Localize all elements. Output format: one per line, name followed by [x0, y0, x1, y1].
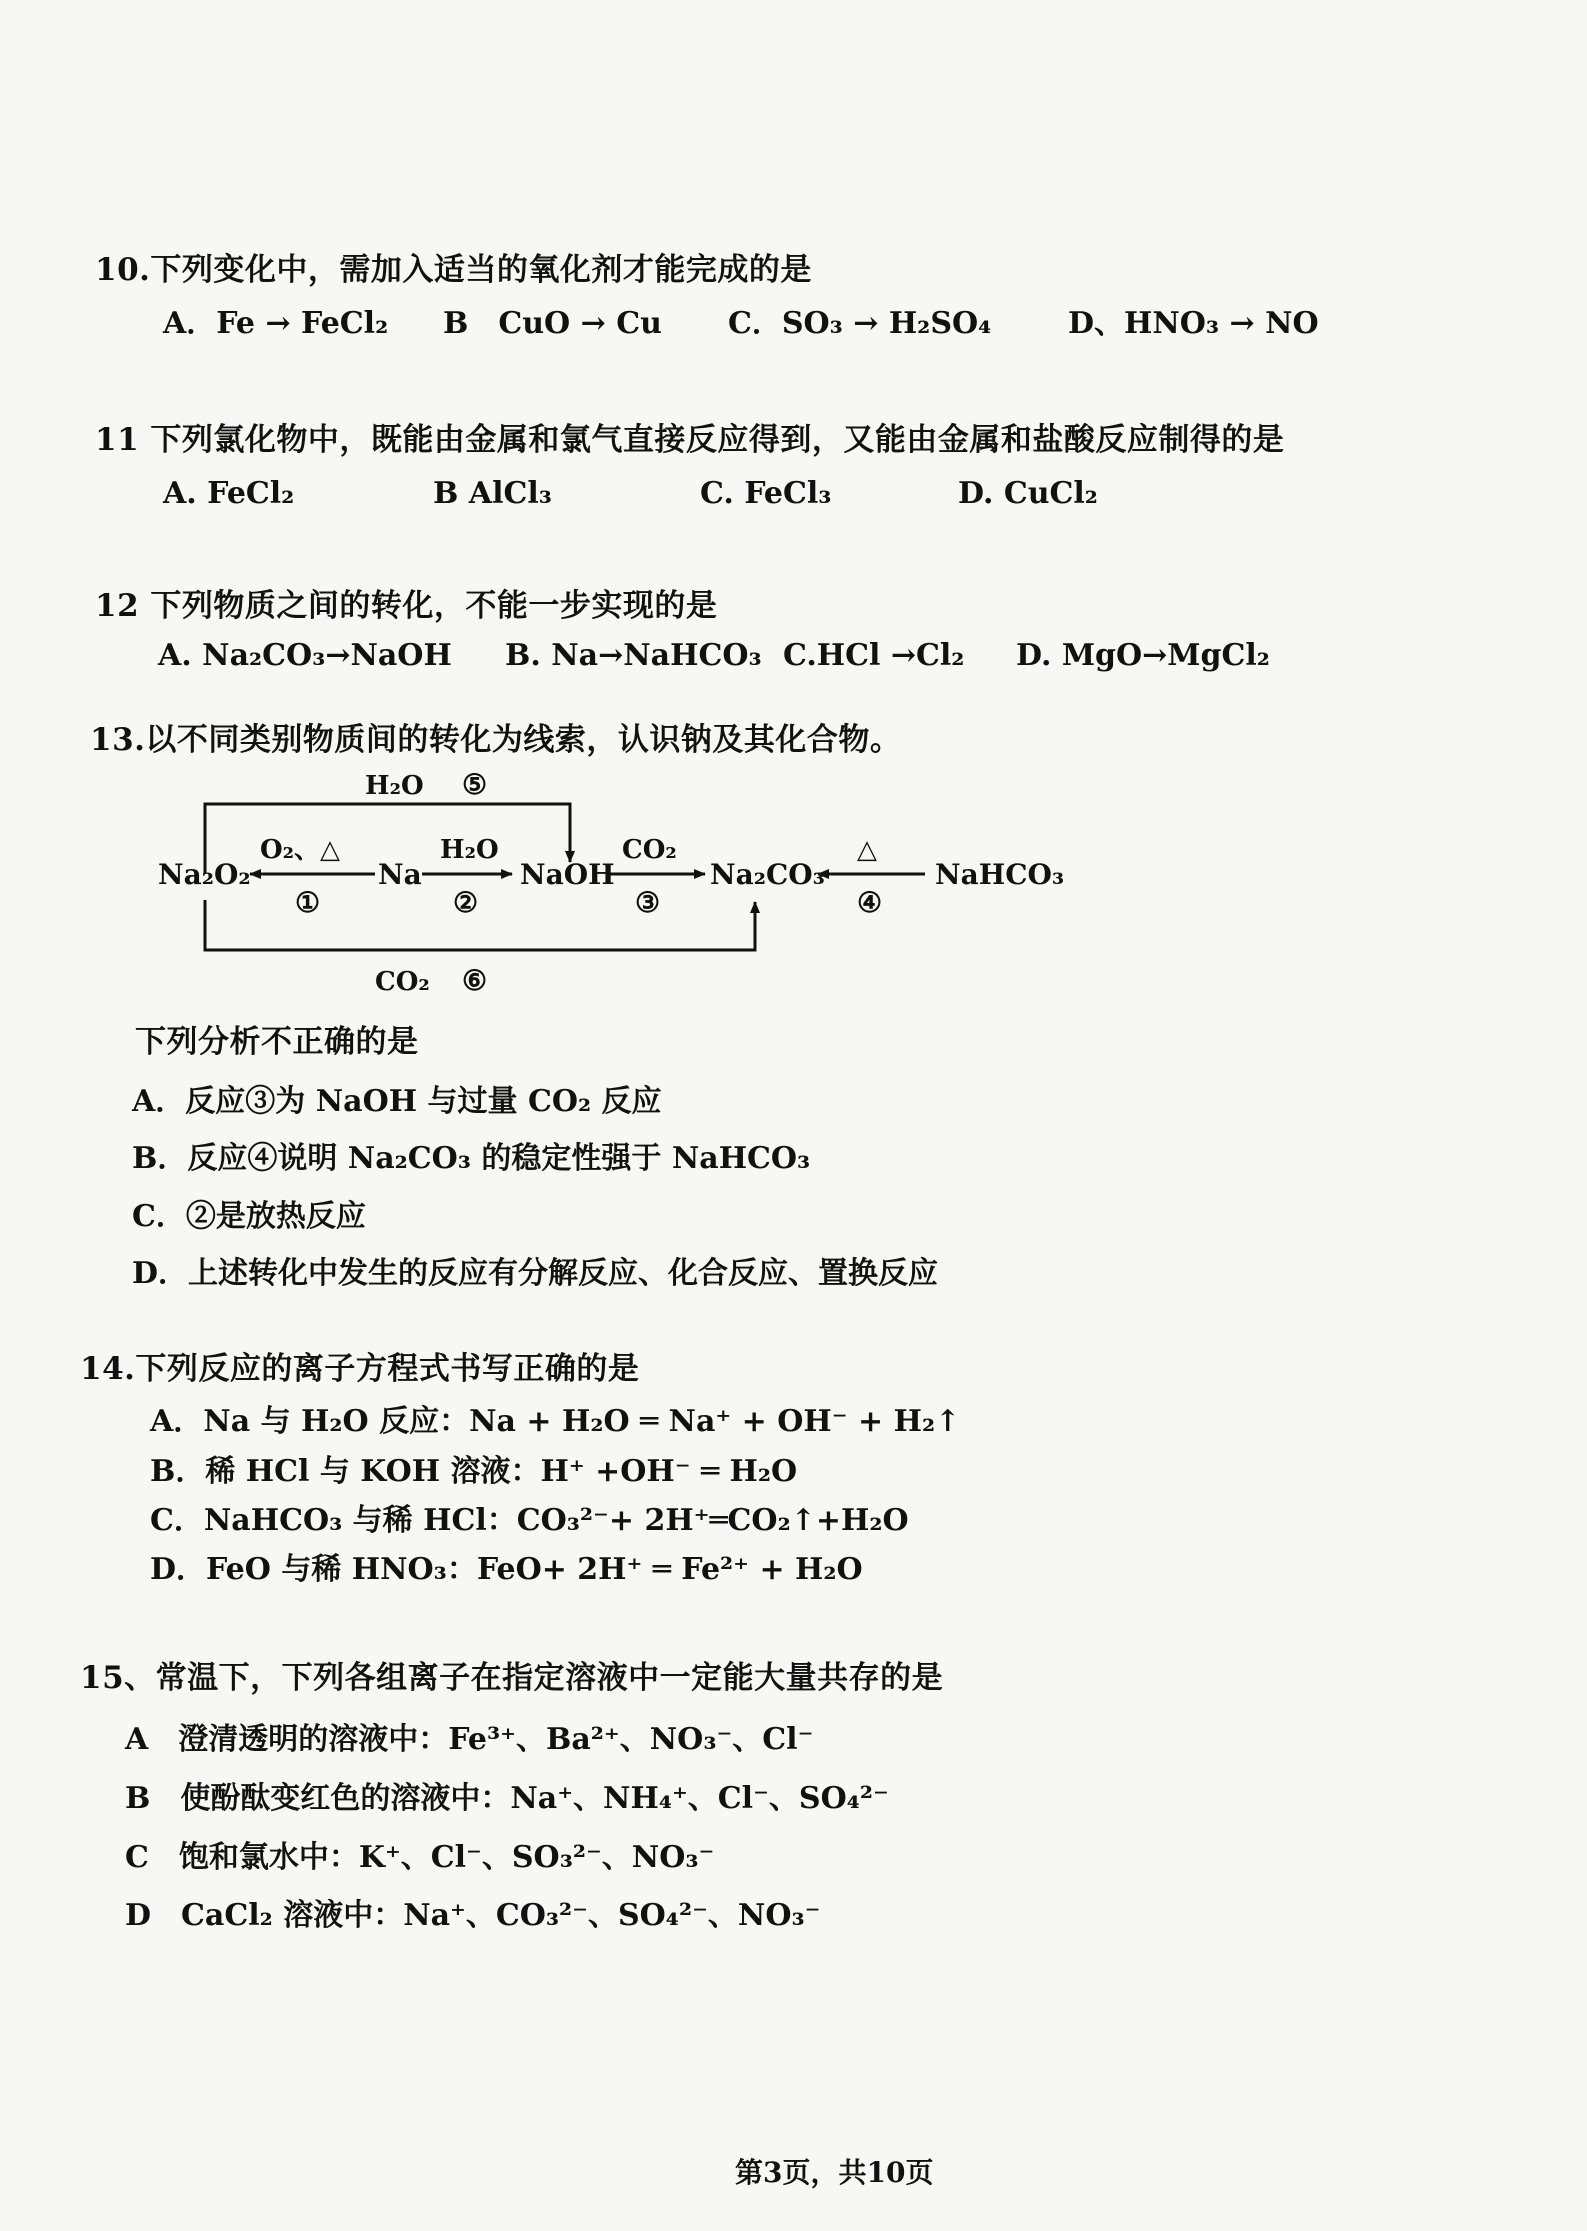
q15-option-b: B 使酚酞变红色的溶液中：Na⁺、NH₄⁺、Cl⁻、SO₄²⁻: [125, 1781, 889, 1816]
q12-stem: 12 下列物质之间的转化，不能一步实现的是: [95, 588, 718, 624]
r4-condition: △: [857, 835, 877, 865]
node-naoh: NaOH: [520, 858, 615, 891]
q10-option-d: D、HNO₃ → NO: [1068, 306, 1319, 341]
node-na2co3: Na₂CO₃: [710, 858, 825, 891]
q10-option-b: B CuO → Cu: [443, 306, 662, 341]
q13-stem: 13.以不同类别物质间的转化为线索，认识钠及其化合物。: [90, 722, 902, 758]
q14-option-a: A．Na 与 H₂O 反应：Na + H₂O ═ Na⁺ + OH⁻ + H₂↑: [150, 1404, 961, 1439]
r5-number: ⑤: [462, 768, 488, 801]
r1-number: ①: [295, 886, 321, 919]
node-nahco3: NaHCO₃: [935, 858, 1065, 891]
q10-option-c: C．SO₃ → H₂SO₄: [728, 306, 992, 341]
q10-option-a: A．Fe → FeCl₂: [163, 306, 389, 341]
q12-option-b: B. Na→NaHCO₃: [505, 638, 762, 673]
r2-condition: H₂O: [440, 835, 499, 865]
r6-number: ⑥: [462, 964, 488, 997]
page-number-footer: 第3页，共10页: [735, 2156, 934, 2189]
q13-option-a: A．反应③为 NaOH 与过量 CO₂ 反应: [132, 1084, 662, 1119]
q14-stem: 14.下列反应的离子方程式书写正确的是: [80, 1351, 640, 1387]
r4-number: ④: [857, 886, 883, 919]
node-na2o2: Na₂O₂: [158, 858, 251, 891]
q14-option-b: B．稀 HCl 与 KOH 溶液：H⁺ +OH⁻ ═ H₂O: [150, 1454, 798, 1489]
q13-conversion-diagram: [150, 762, 1110, 1012]
q14-option-c: C．NaHCO₃ 与稀 HCl：CO₃²⁻+ 2H⁺═CO₂↑+H₂O: [150, 1503, 909, 1538]
r1-condition: O₂、△: [260, 835, 341, 865]
q11-stem: 11 下列氯化物中，既能由金属和氯气直接反应得到，又能由金属和盐酸反应制得的是: [95, 422, 1285, 458]
q11-option-b: B AlCl₃: [433, 476, 552, 511]
q12-option-c: C.HCl →Cl₂: [783, 638, 965, 673]
q12-option-d: D. MgO→MgCl₂: [1016, 638, 1270, 673]
r5-condition: H₂O: [365, 771, 424, 801]
q13-option-d: D．上述转化中发生的反应有分解反应、化合反应、置换反应: [132, 1256, 939, 1291]
q11-option-a: A. FeCl₂: [163, 476, 295, 511]
q10-stem: 10.下列变化中，需加入适当的氧化剂才能完成的是: [95, 252, 812, 288]
q12-option-a: A. Na₂CO₃→NaOH: [158, 638, 452, 673]
q15-option-c: C 饱和氯水中：K⁺、Cl⁻、SO₃²⁻、NO₃⁻: [125, 1840, 715, 1875]
q15-option-d: D CaCl₂ 溶液中：Na⁺、CO₃²⁻、SO₄²⁻、NO₃⁻: [125, 1898, 821, 1933]
r6-condition: CO₂: [375, 967, 430, 997]
r3-condition: CO₂: [622, 835, 677, 865]
node-na: Na: [378, 858, 422, 891]
r6-loop-arrow: [205, 900, 755, 950]
r3-number: ③: [635, 886, 661, 919]
q13-sub-stem: 下列分析不正确的是: [135, 1024, 419, 1060]
r2-number: ②: [453, 886, 479, 919]
q14-option-d: D．FeO 与稀 HNO₃：FeO+ 2H⁺ ═ Fe²⁺ + H₂O: [150, 1552, 863, 1587]
q15-stem: 15、常温下，下列各组离子在指定溶液中一定能大量共存的是: [80, 1660, 944, 1696]
q15-option-a: A 澄清透明的溶液中：Fe³⁺、Ba²⁺、NO₃⁻、Cl⁻: [125, 1722, 814, 1757]
q11-option-d: D. CuCl₂: [958, 476, 1098, 511]
q13-option-c: C．②是放热反应: [132, 1199, 366, 1234]
q11-option-c: C. FeCl₃: [700, 476, 832, 511]
q13-option-b: B．反应④说明 Na₂CO₃ 的稳定性强于 NaHCO₃: [132, 1141, 811, 1176]
